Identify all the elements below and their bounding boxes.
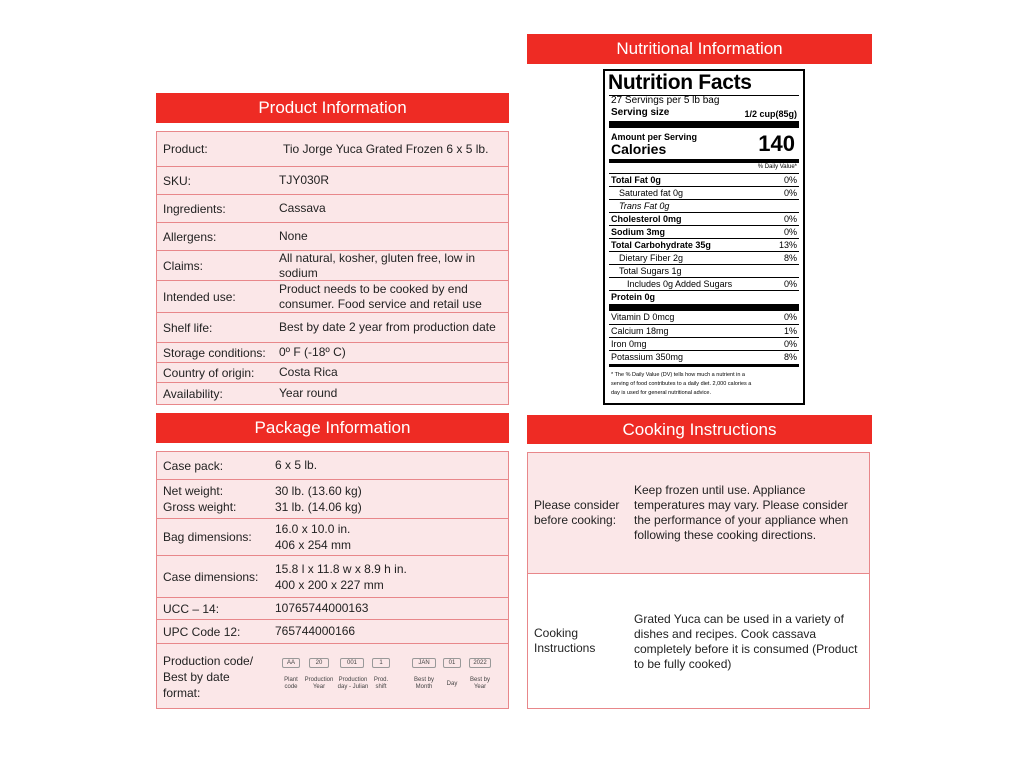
footnote: * The % Daily Value (DV) tells how much a nutrient in a serving of food contributes to a daily diet. 2,000 calories a day is used for general nutritional advice. xyxy=(611,372,752,396)
vitamin-row: Vitamin D 0mcg 0% xyxy=(611,312,797,322)
row-label: SKU: xyxy=(163,173,192,188)
label-line: Gross weight: xyxy=(163,500,237,514)
package-info-table xyxy=(156,451,509,709)
nutrient-row: Total Carbohydrate 35g 13% xyxy=(611,240,797,250)
row-value: TJY030R xyxy=(279,173,330,187)
table-row xyxy=(157,166,508,194)
code-box: 01 xyxy=(443,658,461,668)
medium-divider xyxy=(609,364,799,367)
value-line: 16.0 x 10.0 in. xyxy=(275,522,351,536)
value-line: 400 x 200 x 227 mm xyxy=(275,577,384,592)
row-label: Ingredients: xyxy=(163,201,226,216)
code-label: Prod. shift xyxy=(373,677,389,690)
table-row xyxy=(157,382,508,404)
row-label: Claims: xyxy=(163,258,204,273)
nutrient-row: Protein 0g xyxy=(609,290,799,304)
nutrient-row: Cholesterol 0mg 0% xyxy=(611,214,797,224)
value-line: Product needs to be cooked by end xyxy=(279,282,468,296)
cooking-row-label: Cooking Instructions xyxy=(534,626,596,655)
row-label: Allergens: xyxy=(163,229,217,244)
nutrition-header xyxy=(527,34,872,64)
vitamin-row: Calcium 18mg 1% xyxy=(611,326,797,336)
row-value: Best by date 2 year from production date xyxy=(279,320,496,334)
cooking-table xyxy=(527,452,870,709)
row-value: 10765744000163 xyxy=(275,601,369,615)
row-value: Costa Rica xyxy=(279,365,338,379)
row-value xyxy=(275,521,351,553)
code-label: Best by Year xyxy=(469,677,490,690)
nutrient-row: Trans Fat 0g xyxy=(609,199,799,213)
row-value: Year round xyxy=(279,386,338,400)
code-box: 001 xyxy=(340,658,364,668)
row-label: Country of origin: xyxy=(163,365,255,380)
code-box: 20 xyxy=(309,658,329,668)
row-label: UPC Code 12: xyxy=(163,624,241,639)
production-code-diagram xyxy=(277,658,507,698)
table-row xyxy=(157,280,508,312)
row-label: Shelf life: xyxy=(163,320,213,335)
calories-label: Calories xyxy=(611,141,667,157)
product-info-table xyxy=(156,131,509,405)
cooking-header-title: Cooking Instructions xyxy=(622,419,777,439)
code-box: 1 xyxy=(372,658,390,668)
value-line: All natural, kosher, gluten free, low in xyxy=(279,251,476,265)
row-label xyxy=(163,653,253,701)
product-info-title: Product Information xyxy=(258,98,407,117)
vitamin-row: Iron 0mg 0% xyxy=(611,339,797,349)
nutrition-facts-title: Nutrition Facts xyxy=(608,71,752,94)
label-line: Production code/ xyxy=(163,654,254,668)
label-line: format: xyxy=(163,686,201,700)
table-row xyxy=(157,342,508,362)
row-value: 0º F (-18º C) xyxy=(279,345,346,359)
row-label: Intended use: xyxy=(163,289,236,304)
row-label: Storage conditions: xyxy=(163,345,266,360)
row-value: 6 x 5 lb. xyxy=(275,458,318,472)
code-label: Production day - Julian xyxy=(337,677,369,690)
cooking-row xyxy=(528,573,869,708)
code-box: 2022 xyxy=(469,658,491,668)
table-row xyxy=(157,194,508,222)
cooking-header xyxy=(527,415,872,444)
row-value: Cassava xyxy=(279,201,326,215)
servings-per-container: 27 Servings per 5 lb bag xyxy=(611,95,720,106)
code-label: Day xyxy=(446,681,458,687)
row-value: Tio Jorge Yuca Grated Frozen 6 x 5 lb. xyxy=(283,141,489,156)
row-value xyxy=(275,561,407,593)
cooking-row-label: Please consider before cooking: xyxy=(534,498,620,527)
table-row xyxy=(157,452,508,479)
nutrient-row: Dietary Fiber 2g 8% xyxy=(609,251,799,265)
row-label: Product: xyxy=(163,142,208,156)
value-line: 31 lb. (14.06 kg) xyxy=(275,500,362,514)
value-line: 30 lb. (13.60 kg) xyxy=(275,484,362,498)
code-label: Best by Month xyxy=(413,677,434,690)
row-value xyxy=(279,282,482,312)
value-line: 406 x 254 mm xyxy=(275,538,352,552)
nutrient-row: Total Fat 0g 0% xyxy=(611,175,797,185)
nutrition-facts-label xyxy=(603,69,805,405)
label-line: Best by date xyxy=(163,670,230,684)
amount-per-serving: Amount per Serving xyxy=(611,132,698,142)
code-box: AA xyxy=(282,658,300,668)
table-row xyxy=(157,479,508,518)
cooking-row xyxy=(528,453,869,573)
nutrient-row: Sodium 3mg 0% xyxy=(611,227,797,237)
row-value: None xyxy=(279,229,308,243)
value-line: 15.8 l x 11.8 w x 8.9 h in. xyxy=(275,561,407,576)
nutrition-header-title: Nutritional Information xyxy=(616,39,783,58)
nutrient-row: Total Sugars 1g xyxy=(609,264,799,278)
table-row xyxy=(157,312,508,342)
code-label: Production Year xyxy=(304,677,334,690)
row-label xyxy=(163,483,236,515)
row-value: 765744000166 xyxy=(275,624,356,638)
code-box: JAN xyxy=(412,658,436,668)
product-info-header xyxy=(156,93,509,123)
value-line: sodium xyxy=(279,266,318,280)
table-row xyxy=(157,643,508,708)
row-label: UCC – 14: xyxy=(163,601,220,616)
nutrient-row: Includes 0g Added Sugars 0% xyxy=(609,277,799,291)
table-row xyxy=(157,597,508,619)
table-row xyxy=(157,222,508,250)
row-label: Bag dimensions: xyxy=(163,530,252,544)
table-row xyxy=(157,132,508,166)
table-row xyxy=(157,555,508,597)
serving-size-label: Serving size xyxy=(611,107,670,118)
thick-divider xyxy=(609,304,799,311)
nutrient-row: Saturated fat 0g 0% xyxy=(609,186,799,200)
row-label: Availability: xyxy=(163,386,223,401)
daily-value-header: % Daily Value* xyxy=(757,164,797,170)
calories-value: 140 xyxy=(758,131,795,156)
row-value xyxy=(279,251,475,281)
table-row xyxy=(157,518,508,555)
row-value xyxy=(275,483,362,515)
row-label: Case pack: xyxy=(163,458,224,473)
table-row xyxy=(157,250,508,280)
medium-divider xyxy=(609,159,799,163)
package-info-header xyxy=(156,413,509,443)
package-info-title: Package Information xyxy=(254,418,411,437)
value-line: consumer. Food service and retail use xyxy=(279,297,482,311)
vitamin-row: Potassium 350mg 8% xyxy=(611,352,797,362)
cooking-row-text: Keep frozen until use. Appliance temperatures may vary. Please consider the performance of your appliance when following these cooking directions. xyxy=(634,483,849,542)
code-label: Plant code xyxy=(284,677,298,690)
thick-divider xyxy=(609,121,799,128)
table-row xyxy=(157,362,508,382)
table-row xyxy=(157,619,508,643)
serving-size-value: 1/2 cup(85g) xyxy=(744,109,797,119)
cooking-row-text: Grated Yuca can be used in a variety of dishes and recipes. Cook cassava completely before it is consumed (Product to be fully cooked) xyxy=(634,612,858,671)
label-line: Net weight: xyxy=(163,484,224,498)
row-label: Case dimensions: xyxy=(163,569,259,584)
